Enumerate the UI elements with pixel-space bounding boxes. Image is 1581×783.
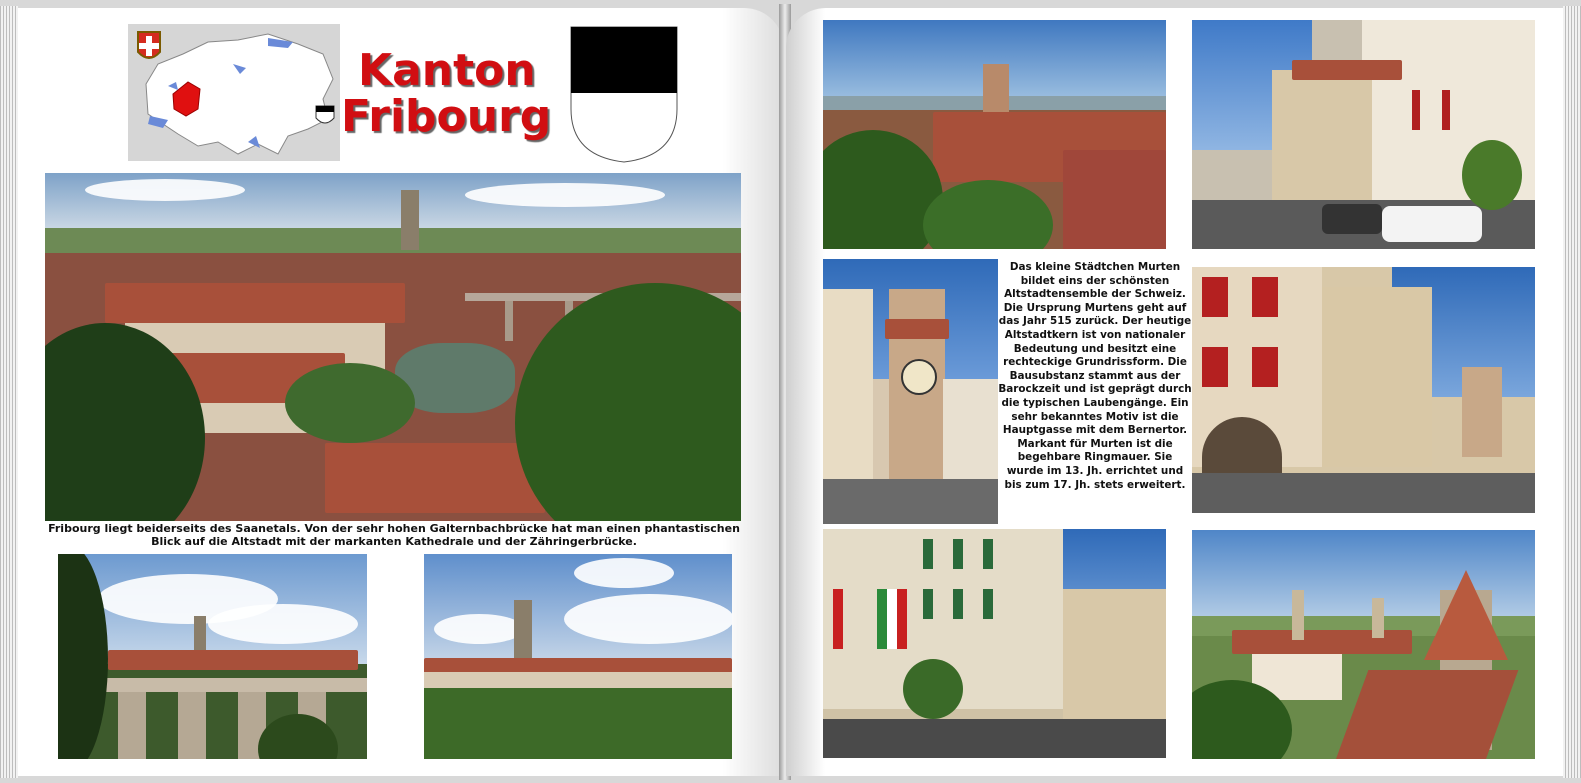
coat-of-arms-drawing <box>570 26 678 163</box>
right-page-edges <box>1563 6 1581 778</box>
bernertor-photo <box>823 259 998 524</box>
cathedral-view-photo <box>424 554 732 759</box>
murten-rooftops-photo <box>823 20 1166 249</box>
hauptgasse-photo <box>1192 267 1535 513</box>
title-fribourg: Fribourg <box>341 91 552 142</box>
title-kanton: Kanton <box>358 45 536 96</box>
switzerland-map <box>128 24 340 161</box>
fribourg-coat-of-arms <box>570 26 678 163</box>
left-page-edges <box>0 6 18 778</box>
left-page <box>18 8 784 776</box>
map-drawing <box>128 24 340 161</box>
zaehringer-bridge-photo <box>58 554 367 759</box>
murten-street-photo <box>1192 20 1535 249</box>
flags-street-photo <box>823 529 1166 758</box>
fribourg-panorama-photo <box>45 173 741 521</box>
murten-description: Das kleine Städtchen Murten bildet eins der schönsten Altstadtensemble der Schweiz. Die Ursprung Murtens geht auf das Jahr 515 zurück. Der heutige Altstadtkern ist von nationaler Bedeutung und besitzt eine rechteckige Grundrissform. Die Bausubstanz stammt aus der Barockzeit und ist geprägt durch die typischen Laubengänge. Ein sehr bekanntes Motiv ist die Hauptgasse mit dem Bernertor. Markant für Murten ist die begehbare Ringmauer. Sie wurde im 13. Jh. errichtet und bis zum 17. Jh. stets erweitert. <box>998 261 1192 491</box>
fribourg-caption: Fribourg liegt beiderseits des Saanetals. Von der sehr hohen Galternbachbrücke hat man einen phantastischen Blick auf die Altstadt mit der markanten Kathedrale und der Zähringerbrücke. <box>48 522 740 548</box>
ringmauer-photo <box>1192 530 1535 759</box>
right-page <box>786 8 1563 776</box>
